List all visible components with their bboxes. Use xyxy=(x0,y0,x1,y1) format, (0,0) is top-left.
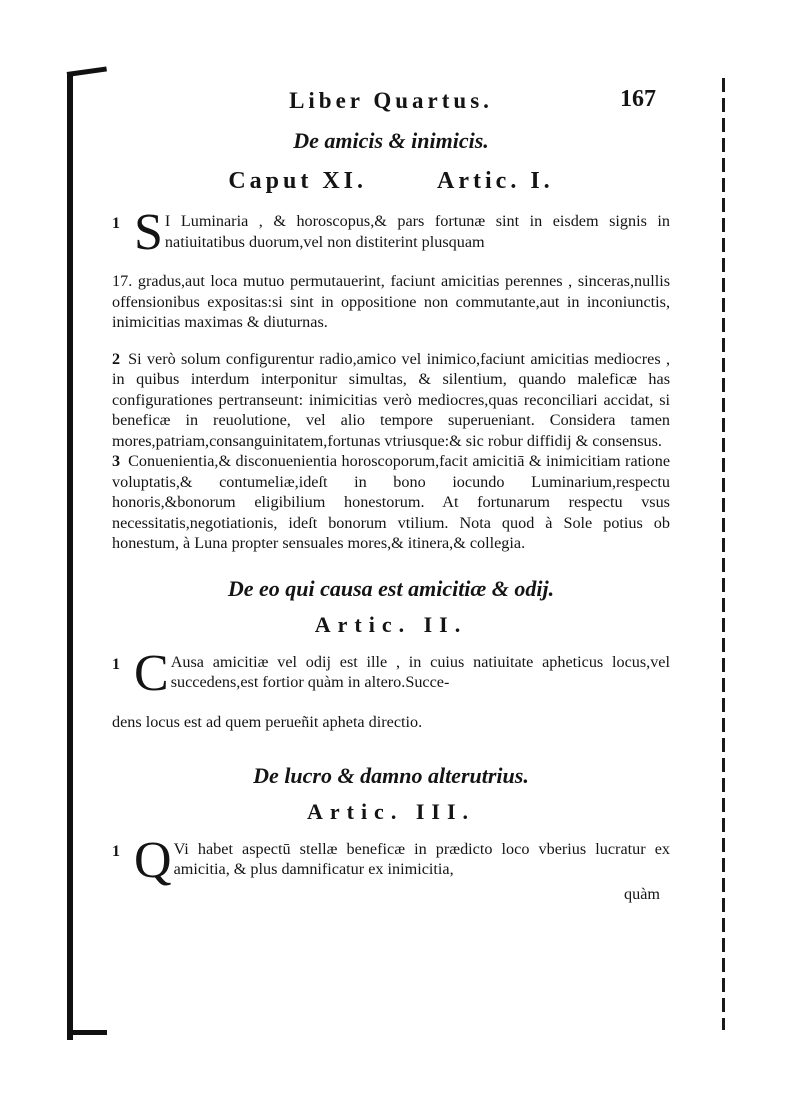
paragraph-text: I Luminaria , & horoscopus,& pars fortunæ sint in eisdem signis in natiuitatibus duorum,vel non distiterint plusquam xyxy=(164,212,670,251)
paragraph xyxy=(112,644,670,702)
section-title: De amicis & inimicis. xyxy=(293,128,489,153)
paragraph-continuation: dens locus est ad quem perueñit apheta directio. xyxy=(112,713,423,732)
paragraph-number: 1 xyxy=(112,842,120,860)
paragraph-continuation: 17. gradus,aut loca mutuo permutauerint, faciunt amicitias perennes , sinceras,nullis offensionibus expositas:si sint in oppositione non commutante,aut in inconiunctis, inimicitias maximas & diuturnas. xyxy=(112,272,670,332)
article-label: Artic. I. xyxy=(437,168,554,194)
catchword: quàm xyxy=(624,884,660,903)
paragraph-text: Vi habet aspectū stellæ beneficæ in prædicto loco vberius lucratur ex amicitia, & plus damnificatur ex inimicitia, xyxy=(173,839,670,879)
chapter-heading xyxy=(112,168,670,195)
article-heading: Artic. III. xyxy=(306,798,476,824)
paragraph-text: Si verò solum configurentur radio,amico vel inimico,faciunt amicitias mediocres , in quibus interdum interponitur simultas, & silentium, quando maleficæ has configurationes pertranseunt: inimicitias verò mediocres,quas reconciliari accidat, si beneficæ in reuolutione, vel alio tempore superueniant. Considera tamen mores,patriam,consanguinitatem,fortunas vtriusque:& sic robur diffidij & consensus. xyxy=(112,349,670,450)
paragraph xyxy=(112,349,670,452)
article-heading: Artic. II. xyxy=(314,611,468,637)
drop-cap: S xyxy=(134,204,163,261)
page-number: 167 xyxy=(620,86,656,112)
running-head-title: Liber Quartus. xyxy=(289,88,493,113)
paragraph-number: 2 xyxy=(112,349,121,368)
page-shadow-left xyxy=(67,72,73,1040)
paragraph-text: Ausa amicitiæ vel odij est ille , in cuius natiuitate apheticus locus,vel succedens,est fortior quàm in altero.Succe- xyxy=(170,652,670,692)
drop-cap: Q xyxy=(134,831,172,889)
paragraph-text: Conuenientia,& disconuenientia horoscoporum,facit amicitiā & inimicitiam ratione voluptatis,& contumeliæ,ideſt in bono iocundo Luminarium,respectu honoris,&bonorum eligibilium honestorum. At fortunarum respectu vsus necessitatis,negotiationis, ideſt bonorum vtilium. Nota quod à Sole potius ob honestum, à Luna propter sensuales mores,& itinera,& collegia. xyxy=(112,452,670,553)
page-corner-mark-bottom xyxy=(67,1030,107,1035)
drop-cap: C xyxy=(134,644,169,702)
paragraph-number: 1 xyxy=(112,215,120,232)
paragraph xyxy=(112,451,670,554)
book-page xyxy=(112,84,670,904)
running-head xyxy=(112,84,670,120)
page-shadow-right xyxy=(722,78,725,1030)
paragraph xyxy=(112,831,670,889)
paragraph-number: 1 xyxy=(112,655,120,673)
page-corner-mark xyxy=(67,66,107,77)
paragraph xyxy=(112,204,670,261)
paragraph-number: 3 xyxy=(112,452,121,471)
section-title: De lucro & damno alterutrius. xyxy=(253,762,529,788)
section-title: De eo qui causa est amicitiæ & odij. xyxy=(227,575,555,601)
chapter-label: Caput XI. xyxy=(228,168,368,194)
